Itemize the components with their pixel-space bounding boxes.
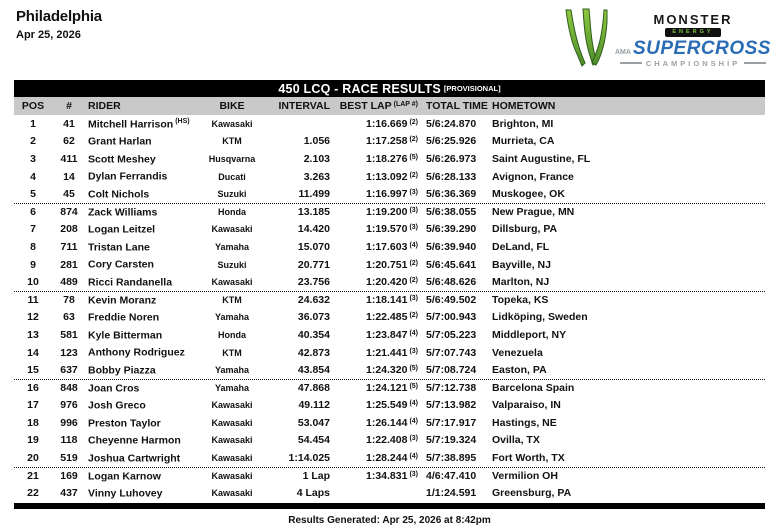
row-pos: 21 (27, 470, 39, 483)
row-rider: Kevin Moranz (88, 294, 157, 307)
row-pos: 1 (30, 117, 36, 130)
row-number: 169 (60, 470, 78, 483)
table-row (14, 414, 765, 432)
row-hometown: Dillsburg, PA (492, 223, 558, 236)
table-row (14, 238, 765, 256)
row-rider: Bobby Piazza (88, 364, 156, 377)
row-bike: Yamaha (214, 383, 250, 394)
row-total-time: 5/6:48.626 (426, 276, 477, 289)
row-number: 63 (63, 311, 75, 324)
table-row (14, 273, 765, 291)
row-bike: Yamaha (214, 365, 250, 376)
row-rider: Mitchell Harrison $^{(HS)}$ (88, 117, 190, 131)
row-interval: 36.073 (297, 311, 330, 324)
row-pos: 11 (27, 294, 39, 307)
dash-right (744, 62, 766, 64)
row-number: 14 (63, 170, 75, 183)
row-bike: Kawasaki (211, 453, 253, 464)
row-rider: Logan Karnow (88, 470, 161, 483)
row-best-lap: 1:19.570 $^{(3)}$ (365, 223, 418, 236)
row-rider: Freddie Noren (88, 311, 160, 324)
row-number: 637 (60, 364, 78, 377)
logo-ama-label: AMA (615, 48, 631, 56)
row-hometown: Topeka, KS (492, 294, 549, 307)
table-row (14, 203, 765, 221)
row-rider: Zack Williams (88, 206, 158, 219)
table-row (14, 115, 765, 133)
row-number: 123 (60, 346, 78, 359)
row-bike: Kawasaki (211, 417, 253, 428)
row-total-time: 5/6:39.940 (426, 240, 477, 253)
row-best-lap: 1:16.997 $^{(3)}$ (365, 188, 418, 201)
table-row (14, 449, 765, 467)
row-rider: Tristan Lane (88, 241, 150, 254)
row-number: 411 (60, 152, 78, 165)
row-pos: 10 (27, 276, 39, 289)
table-row (14, 467, 765, 485)
row-bike: Kawasaki (211, 277, 253, 288)
row-total-time: 5/6:36.369 (426, 188, 477, 201)
row-interval: 15.070 (297, 240, 330, 253)
row-interval: 13.185 (297, 206, 330, 219)
row-best-lap: 1:23.847 $^{(4)}$ (365, 328, 418, 341)
row-pos: 12 (27, 311, 39, 324)
row-interval: 42.873 (297, 346, 330, 359)
row-bike: Honda (218, 207, 246, 218)
row-interval: 2.103 (303, 152, 330, 165)
row-pos: 15 (27, 364, 39, 377)
table-bottom-bar (14, 503, 765, 509)
table-row (14, 361, 765, 379)
row-pos: 13 (27, 328, 39, 341)
row-rider: Preston Taylor (88, 417, 161, 430)
row-number: 281 (60, 258, 78, 271)
col-interval: INTERVAL (278, 100, 330, 112)
row-best-lap: 1:28.244 $^{(4)}$ (365, 452, 418, 465)
table-title-bar (14, 80, 765, 97)
col-best-lap-sup: (LAP #) (393, 101, 418, 108)
row-interval: 1.056 (303, 135, 330, 148)
row-hometown: Bayville, NJ (492, 258, 551, 271)
row-bike: KTM (222, 295, 242, 306)
row-rider: Ricci Randanella (88, 276, 173, 289)
row-interval: 1 Lap (302, 470, 330, 483)
row-pos: 4 (30, 170, 36, 183)
row-rider: Scott Meshey (88, 153, 156, 166)
row-interval: 20.771 (297, 258, 330, 271)
row-total-time: 5/7:08.724 (426, 364, 477, 377)
row-number: 581 (60, 328, 78, 341)
col-hometown: HOMETOWN (492, 100, 556, 112)
col-total-time: TOTAL TIME (426, 100, 488, 112)
row-number: 874 (60, 206, 78, 219)
row-total-time: 5/6:49.502 (426, 294, 477, 307)
table-row (14, 185, 765, 203)
row-hometown: Hastings, NE (492, 416, 557, 429)
row-total-time: 5/6:24.870 (426, 117, 477, 130)
row-pos: 3 (30, 152, 36, 165)
row-bike: Kawasaki (211, 471, 253, 482)
table-row (14, 221, 765, 239)
row-rider: Cory Carsten (88, 258, 154, 271)
table-header-row (14, 97, 765, 115)
row-bike: Suzuki (217, 259, 247, 270)
row-bike: Kawasaki (211, 400, 253, 411)
row-total-time: 5/7:05.223 (426, 328, 477, 341)
row-number: 41 (63, 117, 75, 130)
logo-championship-row (620, 60, 766, 68)
table-row (14, 432, 765, 450)
row-total-time: 5/6:28.133 (426, 170, 477, 183)
table-row (14, 344, 765, 362)
row-rider: Logan Leitzel (88, 223, 156, 236)
row-total-time: 5/7:00.943 (426, 311, 477, 324)
monster-claw-icon (559, 8, 611, 72)
table-row (14, 150, 765, 168)
row-best-lap: 1:16.669 $^{(2)}$ (365, 117, 418, 130)
row-number: 519 (60, 452, 78, 465)
series-logo (559, 5, 771, 75)
row-total-time: 5/7:19.324 (426, 434, 477, 447)
row-interval: 3.263 (303, 170, 330, 183)
row-rider: Josh Greco (88, 399, 146, 412)
row-pos: 2 (30, 135, 36, 148)
row-number: 208 (60, 223, 78, 236)
row-number: 848 (60, 382, 78, 395)
row-bike: Kawasaki (211, 435, 253, 446)
row-best-lap: 1:18.276 $^{(5)}$ (365, 152, 418, 165)
row-total-time: 5/7:38.895 (426, 452, 477, 465)
row-best-lap: 1:24.320 $^{(5)}$ (365, 364, 418, 377)
row-pos: 8 (30, 240, 36, 253)
row-total-time: 5/7:07.743 (426, 346, 477, 359)
row-interval: 53.047 (297, 416, 330, 429)
row-hometown: Greensburg, PA (492, 487, 572, 500)
row-total-time: 5/6:38.055 (426, 206, 477, 219)
row-best-lap: 1:34.831 $^{(3)}$ (365, 470, 418, 483)
row-hometown: Venezuela (492, 346, 543, 359)
logo-supercross-row (615, 39, 771, 58)
results-table (14, 80, 765, 526)
row-number: 489 (60, 276, 78, 289)
row-bike: Kawasaki (211, 118, 253, 129)
row-best-lap: 1:13.092 $^{(2)}$ (365, 170, 418, 183)
row-rider: Grant Harlan (88, 135, 152, 148)
row-number: 62 (63, 135, 75, 148)
logo-text-block (615, 13, 771, 67)
row-best-lap: 1:24.121 $^{(5)}$ (365, 382, 418, 395)
row-bike: Suzuki (217, 189, 247, 200)
row-pos: 19 (27, 434, 39, 447)
row-hometown: Avignon, France (492, 170, 574, 183)
row-hometown: DeLand, FL (492, 240, 550, 253)
row-rider: Dylan Ferrandis (88, 170, 168, 183)
row-number: 118 (60, 434, 78, 447)
table-row (14, 291, 765, 309)
row-total-time: 1/1:24.591 (426, 487, 477, 500)
row-rider: Joan Cros (88, 382, 140, 395)
row-total-time: 5/6:25.926 (426, 135, 477, 148)
row-hometown: Muskogee, OK (492, 188, 565, 201)
row-rider: Vinny Luhovey (88, 487, 163, 500)
row-best-lap: 1:26.144 $^{(4)}$ (365, 416, 418, 429)
row-number: 711 (60, 240, 78, 253)
col-bike: BIKE (219, 100, 245, 112)
logo-monster-label: MONSTER (653, 12, 733, 27)
row-bike: KTM (222, 136, 242, 147)
row-pos: 7 (30, 223, 36, 236)
row-hometown: New Prague, MN (492, 206, 575, 219)
row-hometown: Vermilion OH (492, 470, 558, 483)
table-row (14, 326, 765, 344)
row-best-lap: 1:22.485 $^{(2)}$ (365, 311, 418, 324)
row-pos: 20 (27, 452, 39, 465)
row-total-time: 5/7:13.982 (426, 399, 477, 412)
row-hometown: Barcelona Spain (492, 382, 575, 395)
row-hometown: Fort Worth, TX (492, 452, 565, 465)
row-hometown: Murrieta, CA (492, 135, 555, 148)
row-pos: 16 (27, 382, 39, 395)
row-pos: 18 (27, 416, 39, 429)
row-number: 437 (60, 487, 78, 500)
row-bike: Ducati (218, 171, 246, 182)
row-pos: 22 (27, 487, 39, 500)
row-hometown: Valparaiso, IN (492, 399, 561, 412)
col-number: # (66, 100, 72, 112)
row-interval: 23.756 (297, 276, 330, 289)
row-best-lap: 1:22.408 $^{(3)}$ (365, 434, 418, 447)
row-hometown: Easton, PA (492, 364, 547, 377)
row-bike: Yamaha (214, 241, 250, 252)
col-rider: RIDER (88, 100, 121, 112)
row-interval: 49.112 (298, 399, 330, 412)
row-interval: 11.499 (298, 188, 330, 201)
row-pos: 14 (27, 346, 39, 359)
row-best-lap: 1:20.751 $^{(2)}$ (365, 258, 418, 271)
generated-timestamp: Results Generated: Apr 25, 2026 at 8:42pm (288, 515, 491, 527)
row-total-time: 5/6:26.973 (426, 152, 477, 165)
row-bike: Kawasaki (211, 488, 253, 499)
col-pos: POS (21, 100, 45, 112)
event-date: Apr 25, 2026 (16, 29, 81, 41)
logo-supercross-label: SUPERCROSS (632, 37, 771, 59)
provisional-tag: [PROVISIONAL] (443, 84, 501, 93)
row-total-time: 5/6:39.290 (426, 223, 477, 236)
row-total-time: 4/6:47.410 (426, 470, 477, 483)
row-interval: 40.354 (297, 328, 330, 341)
row-best-lap: 1:21.441 $^{(3)}$ (365, 346, 418, 359)
row-interval: 47.868 (297, 382, 330, 395)
row-bike: Kawasaki (211, 224, 253, 235)
row-rider: Joshua Cartwright (88, 452, 181, 465)
row-best-lap: 1:17.603 $^{(4)}$ (365, 240, 418, 253)
table-body (14, 115, 765, 502)
row-interval: 43.854 (297, 364, 330, 377)
table-row (14, 309, 765, 327)
row-number: 996 (60, 416, 78, 429)
row-bike: Honda (218, 329, 246, 340)
table-row (14, 484, 765, 502)
row-interval: 54.454 (297, 434, 330, 447)
row-best-lap: 1:25.549 $^{(4)}$ (365, 399, 418, 412)
table-row (14, 397, 765, 415)
row-total-time: 5/7:12.738 (426, 382, 477, 395)
row-number: 45 (63, 188, 75, 201)
row-total-time: 5/7:17.917 (426, 416, 477, 429)
row-rider: Colt Nichols (88, 188, 150, 201)
logo-championship-label: CHAMPIONSHIP (645, 58, 741, 68)
row-bike: KTM (222, 347, 242, 358)
row-hometown: Saint Augustine, FL (492, 152, 591, 165)
dash-left (620, 62, 642, 64)
row-bike: Yamaha (214, 312, 250, 323)
row-number: 78 (63, 294, 75, 307)
row-total-time: 5/6:45.641 (426, 258, 477, 271)
row-rider: Kyle Bitterman (88, 329, 163, 342)
row-best-lap: 1:20.420 $^{(2)}$ (365, 276, 418, 289)
row-interval: 14.420 (297, 223, 330, 236)
table-row (14, 256, 765, 274)
event-location: Philadelphia (16, 8, 102, 25)
row-bike: Husqvarna (208, 153, 256, 164)
row-pos: 5 (30, 188, 36, 201)
row-best-lap: 1:19.200 $^{(3)}$ (365, 206, 418, 219)
row-hometown: Ovilla, TX (492, 434, 540, 447)
row-hometown: Middleport, NY (492, 328, 567, 341)
table-title: 450 LCQ - RACE RESULTS (278, 81, 441, 96)
row-interval: 24.632 (297, 294, 330, 307)
col-best-lap: BEST LAP $^{(LAP \#)}$ (339, 100, 418, 112)
row-pos: 6 (30, 206, 36, 219)
table-row (14, 133, 765, 151)
row-hometown: Lidköping, Sweden (492, 311, 588, 324)
row-best-lap: 1:18.141 $^{(3)}$ (365, 294, 418, 307)
row-rider: Anthony Rodriguez (88, 346, 185, 359)
row-pos: 17 (27, 399, 39, 412)
table-row (14, 168, 765, 186)
row-hometown: Marlton, NJ (492, 276, 550, 289)
row-rider: Cheyenne Harmon (88, 434, 181, 447)
logo-energy-label: ENERGY (665, 28, 720, 37)
table-row (14, 379, 765, 397)
row-interval: 1:14.025 (288, 452, 330, 465)
row-hometown: Brighton, MI (492, 117, 554, 130)
row-interval: 4 Laps (296, 487, 330, 500)
row-number: 976 (60, 399, 78, 412)
row-pos: 9 (30, 258, 36, 271)
row-best-lap: 1:17.258 $^{(2)}$ (365, 135, 418, 148)
